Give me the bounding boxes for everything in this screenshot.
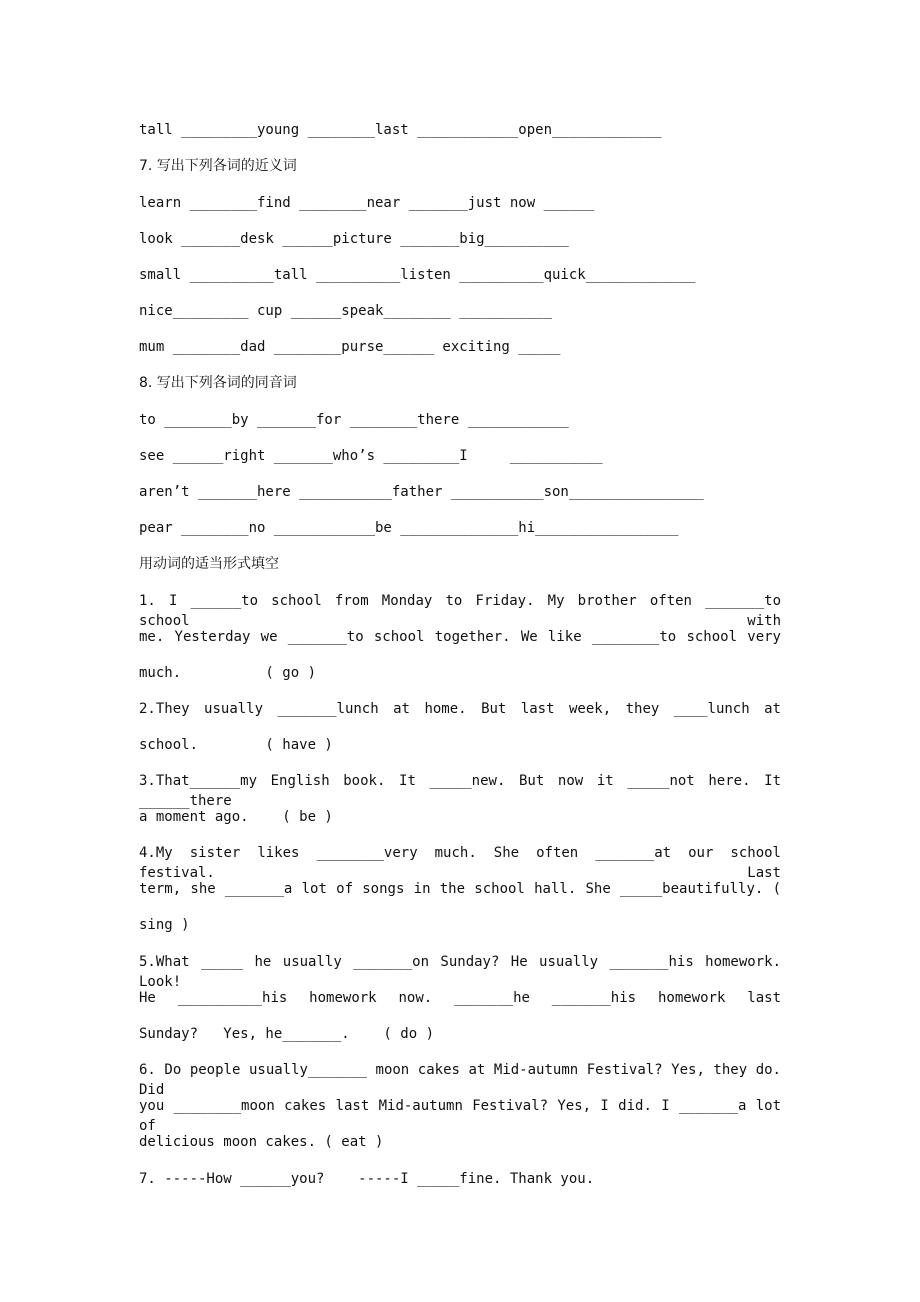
verb-forms-heading: 用动词的适当形式填空 xyxy=(139,556,279,572)
exercise-line: 5.What _____ he usually _______on Sunday? He usually _______his homework. Look! xyxy=(139,954,781,990)
exercise-line: much. ( go ) xyxy=(139,665,317,681)
synonyms-row: small __________tall __________listen __________quick_____________ xyxy=(139,267,696,283)
exercise-line: sing ) xyxy=(139,917,190,933)
homophones-row: pear ________no ____________be ______________hi_________________ xyxy=(139,520,679,536)
exercise-line: me. Yesterday we _______to school together. We like ________to school very xyxy=(139,629,781,645)
exercise-line: 1. I ______to school from Monday to Friday. My brother often _______to school with xyxy=(139,593,781,629)
exercise-line: school. ( have ) xyxy=(139,737,333,753)
homophones-row: to ________by _______for ________there ____________ xyxy=(139,412,569,428)
synonyms-row: mum ________dad ________purse______ exciting _____ xyxy=(139,339,561,355)
exercise-line: a moment ago. ( be ) xyxy=(139,809,333,825)
exercise-line: 2.They usually _______lunch at home. But last week, they ____lunch at xyxy=(139,701,781,717)
exercise-line: delicious moon cakes. ( eat ) xyxy=(139,1134,384,1150)
homophones-row: aren’t _______here ___________father ___________son________________ xyxy=(139,484,704,500)
exercise-line: term, she _______a lot of songs in the school hall. She _____beautifully. ( xyxy=(139,881,781,897)
synonyms-row: nice_________ cup ______speak________ ___________ xyxy=(139,303,553,319)
exercise-line: you ________moon cakes last Mid-autumn Festival? Yes, I did. I _______a lot of xyxy=(139,1098,781,1134)
homophones-heading: 8. 写出下列各词的同音词 xyxy=(139,375,297,391)
exercise-line: 4.My sister likes ________very much. She often _______at our school festival. Last xyxy=(139,845,781,881)
synonyms-row: learn ________find ________near _______just now ______ xyxy=(139,195,595,211)
exercise-line: Sunday? Yes, he_______. ( do ) xyxy=(139,1026,435,1042)
synonyms-heading: 7. 写出下列各词的近义词 xyxy=(139,158,297,174)
exercise-line: 7. -----How ______you? -----I _____fine. Thank you. xyxy=(139,1171,595,1187)
exercise-line: 6. Do people usually_______ moon cakes at Mid-autumn Festival? Yes, they do. Did xyxy=(139,1062,781,1098)
synonyms-row: look _______desk ______picture _______big__________ xyxy=(139,231,569,247)
homophones-row: see ______right _______who’s _________I ___________ xyxy=(139,448,603,464)
exercise-line: He __________his homework now. _______he _______his homework last xyxy=(139,990,781,1006)
antonyms-row: tall _________young ________last ____________open_____________ xyxy=(139,122,662,138)
exercise-line: 3.That______my English book. It _____new. But now it _____not here. It ______there xyxy=(139,773,781,809)
